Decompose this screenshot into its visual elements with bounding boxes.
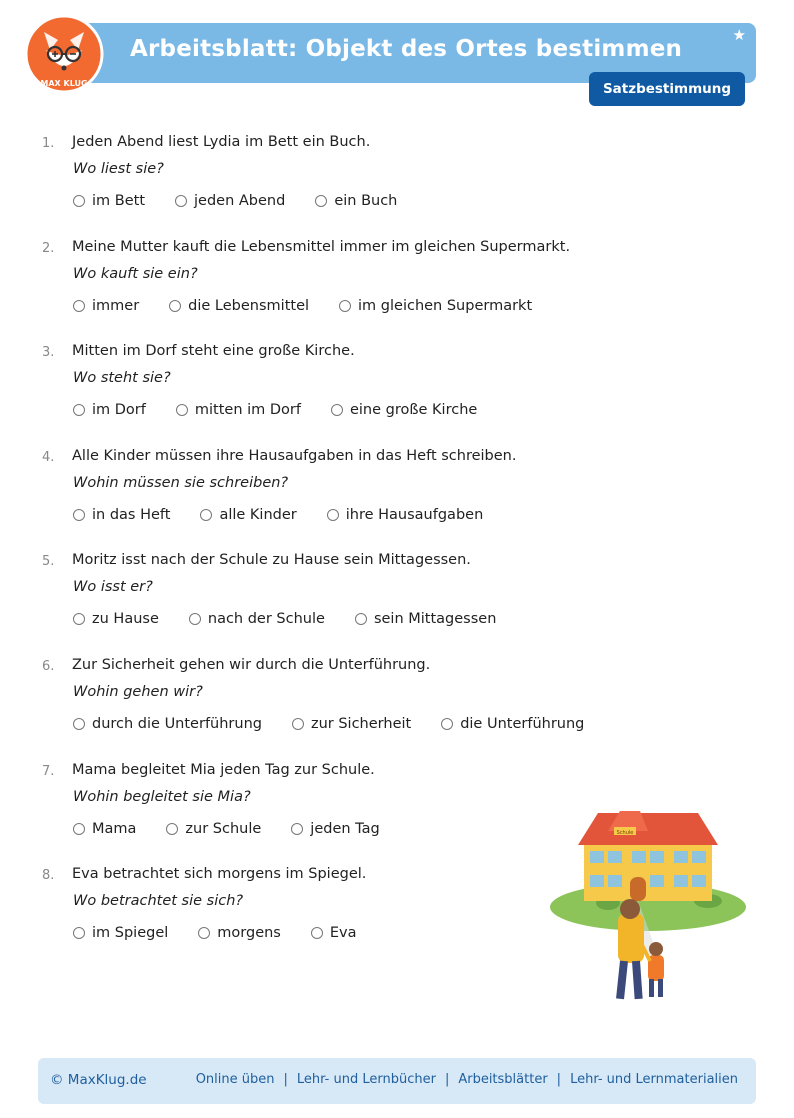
answer-option[interactable] xyxy=(73,925,168,941)
maxklug-logo xyxy=(20,10,108,98)
question-sentence: Meine Mutter kauft die Lebensmittel immer im gleichen Supermarkt. xyxy=(72,238,571,255)
question-number: 7. xyxy=(42,763,55,779)
question-number: 5. xyxy=(42,554,55,570)
answer-option-label: jeden Abend xyxy=(194,193,286,209)
question-sentence: Mama begleitet Mia jeden Tag zur Schule. xyxy=(72,761,375,778)
answer-option-label: nach der Schule xyxy=(207,611,325,628)
question-prompt: Wohin begleitet sie Mia? xyxy=(73,788,251,805)
radio-button[interactable] xyxy=(175,195,187,207)
question-prompt: Wo isst er? xyxy=(73,579,153,596)
answer-option-label: durch die Unterführung xyxy=(92,716,262,732)
radio-button[interactable] xyxy=(73,927,85,939)
answer-options xyxy=(73,821,380,837)
answer-options xyxy=(73,193,397,209)
answer-option[interactable] xyxy=(339,298,532,314)
question-prompt: Wohin müssen sie schreiben? xyxy=(73,474,289,491)
radio-button[interactable] xyxy=(441,718,453,730)
radio-button[interactable] xyxy=(73,509,85,521)
answer-option[interactable] xyxy=(73,193,145,209)
star-icon: ★ xyxy=(732,26,746,44)
question-prompt: Wohin gehen wir? xyxy=(73,684,203,700)
radio-button[interactable] xyxy=(315,195,327,207)
footer xyxy=(38,1058,756,1104)
answer-option-label: im gleichen Supermarkt xyxy=(358,297,533,314)
answer-options xyxy=(73,298,532,314)
radio-button[interactable] xyxy=(73,823,85,835)
question-prompt: Wo liest sie? xyxy=(73,161,164,177)
footer-link[interactable]: Online üben xyxy=(195,1072,275,1087)
question-sentence: Alle Kinder müssen ihre Hausaufgaben in das Heft schreiben. xyxy=(72,447,517,464)
radio-button[interactable] xyxy=(73,718,85,730)
answer-option[interactable] xyxy=(73,507,170,523)
radio-button[interactable] xyxy=(73,195,85,207)
radio-button[interactable] xyxy=(327,509,339,521)
answer-option[interactable] xyxy=(73,716,262,732)
answer-options xyxy=(73,611,496,627)
question-sentence: Moritz isst nach der Schule zu Hause sein Mittagessen. xyxy=(72,552,471,569)
answer-option[interactable] xyxy=(73,821,136,837)
answer-option[interactable] xyxy=(200,507,296,523)
answer-option[interactable] xyxy=(291,821,379,837)
answer-option-label: im Bett xyxy=(92,193,146,209)
answer-options xyxy=(73,402,477,418)
question-sentence: Mitten im Dorf steht eine große Kirche. xyxy=(72,343,355,360)
footer-link[interactable]: Lehr- und Lernbücher xyxy=(296,1072,436,1087)
radio-button[interactable] xyxy=(73,300,85,312)
answer-options xyxy=(73,507,483,523)
radio-button[interactable] xyxy=(292,718,304,730)
radio-button[interactable] xyxy=(189,613,201,625)
answer-option[interactable] xyxy=(176,402,301,418)
answer-option[interactable] xyxy=(198,925,281,941)
answer-option[interactable] xyxy=(73,402,146,418)
question-number: 8. xyxy=(42,868,55,884)
answer-options xyxy=(73,716,584,732)
answer-option-label: zur Sicherheit xyxy=(310,716,412,732)
footer-separator: | xyxy=(556,1072,562,1087)
question-number: 2. xyxy=(42,240,55,256)
answer-option[interactable] xyxy=(73,298,139,314)
svg-text:MAX KLUG: MAX KLUG xyxy=(40,79,88,88)
answer-option[interactable] xyxy=(331,402,477,418)
answer-option-label: alle Kinder xyxy=(219,506,297,523)
answer-option-label: mitten im Dorf xyxy=(194,402,301,419)
answer-option[interactable] xyxy=(441,716,584,732)
answer-option[interactable] xyxy=(166,821,261,837)
footer-brand-link[interactable]: © MaxKlug.de xyxy=(50,1072,147,1088)
answer-option-label: sein Mittagessen xyxy=(373,611,497,628)
answer-option-label: eine große Kirche xyxy=(349,402,478,419)
question-prompt: Wo kauft sie ein? xyxy=(73,265,198,282)
answer-option-label: Eva xyxy=(329,925,357,942)
radio-button[interactable] xyxy=(200,509,212,521)
radio-button[interactable] xyxy=(291,823,303,835)
school-illustration xyxy=(548,805,748,1010)
radio-button[interactable] xyxy=(355,613,367,625)
svg-text:Schule: Schule xyxy=(616,830,634,836)
answer-option-label: zur Schule xyxy=(185,820,262,837)
answer-option-label: jeden Tag xyxy=(310,820,380,837)
footer-links xyxy=(196,1072,738,1087)
question-number: 4. xyxy=(42,449,55,465)
answer-option-label: Mama xyxy=(92,820,137,837)
footer-separator: | xyxy=(444,1072,450,1087)
answer-option-label: ein Buch xyxy=(334,193,398,209)
page-title: Arbeitsblatt: Objekt des Ortes bestimmen xyxy=(130,36,683,62)
answer-option[interactable] xyxy=(175,193,285,209)
answer-option[interactable] xyxy=(355,611,496,627)
answer-option[interactable] xyxy=(169,298,309,314)
question-sentence: Jeden Abend liest Lydia im Bett ein Buch. xyxy=(72,134,371,150)
answer-option-label: die Unterführung xyxy=(460,716,585,732)
radio-button[interactable] xyxy=(166,823,178,835)
radio-button[interactable] xyxy=(176,404,188,416)
question-number: 6. xyxy=(42,659,55,674)
answer-option-label: in das Heft xyxy=(92,506,171,523)
footer-link[interactable]: Lehr- und Lernmaterialien xyxy=(570,1072,738,1087)
answer-options xyxy=(73,925,357,941)
radio-button[interactable] xyxy=(169,300,181,312)
answer-option[interactable] xyxy=(327,507,484,523)
question-sentence: Eva betrachtet sich morgens im Spiegel. xyxy=(72,866,367,883)
question-prompt: Wo betrachtet sie sich? xyxy=(73,893,244,910)
answer-option-label: ihre Hausaufgaben xyxy=(345,506,484,523)
question-number: 1. xyxy=(42,136,55,151)
answer-option[interactable] xyxy=(189,611,325,627)
question-prompt: Wo steht sie? xyxy=(73,370,171,387)
answer-option[interactable] xyxy=(292,716,411,732)
radio-button[interactable] xyxy=(311,927,323,939)
answer-option-label: morgens xyxy=(217,925,281,942)
answer-option-label: immer xyxy=(92,297,140,314)
answer-option[interactable] xyxy=(73,611,159,627)
radio-button[interactable] xyxy=(73,613,85,625)
question-sentence: Zur Sicherheit gehen wir durch die Unterführung. xyxy=(72,657,431,673)
answer-option[interactable] xyxy=(315,193,397,209)
answer-option[interactable] xyxy=(311,925,357,941)
radio-button[interactable] xyxy=(198,927,210,939)
answer-option-label: im Dorf xyxy=(92,402,146,419)
answer-option-label: zu Hause xyxy=(92,611,159,628)
answer-option-label: im Spiegel xyxy=(92,925,169,942)
footer-link[interactable]: Arbeitsblätter xyxy=(458,1072,548,1087)
radio-button[interactable] xyxy=(73,404,85,416)
question-number: 3. xyxy=(42,345,55,361)
footer-separator: | xyxy=(283,1072,288,1087)
radio-button[interactable] xyxy=(339,300,351,312)
radio-button[interactable] xyxy=(331,404,343,416)
answer-option-label: die Lebensmittel xyxy=(188,297,310,314)
category-badge: Satzbestimmung xyxy=(589,72,745,106)
